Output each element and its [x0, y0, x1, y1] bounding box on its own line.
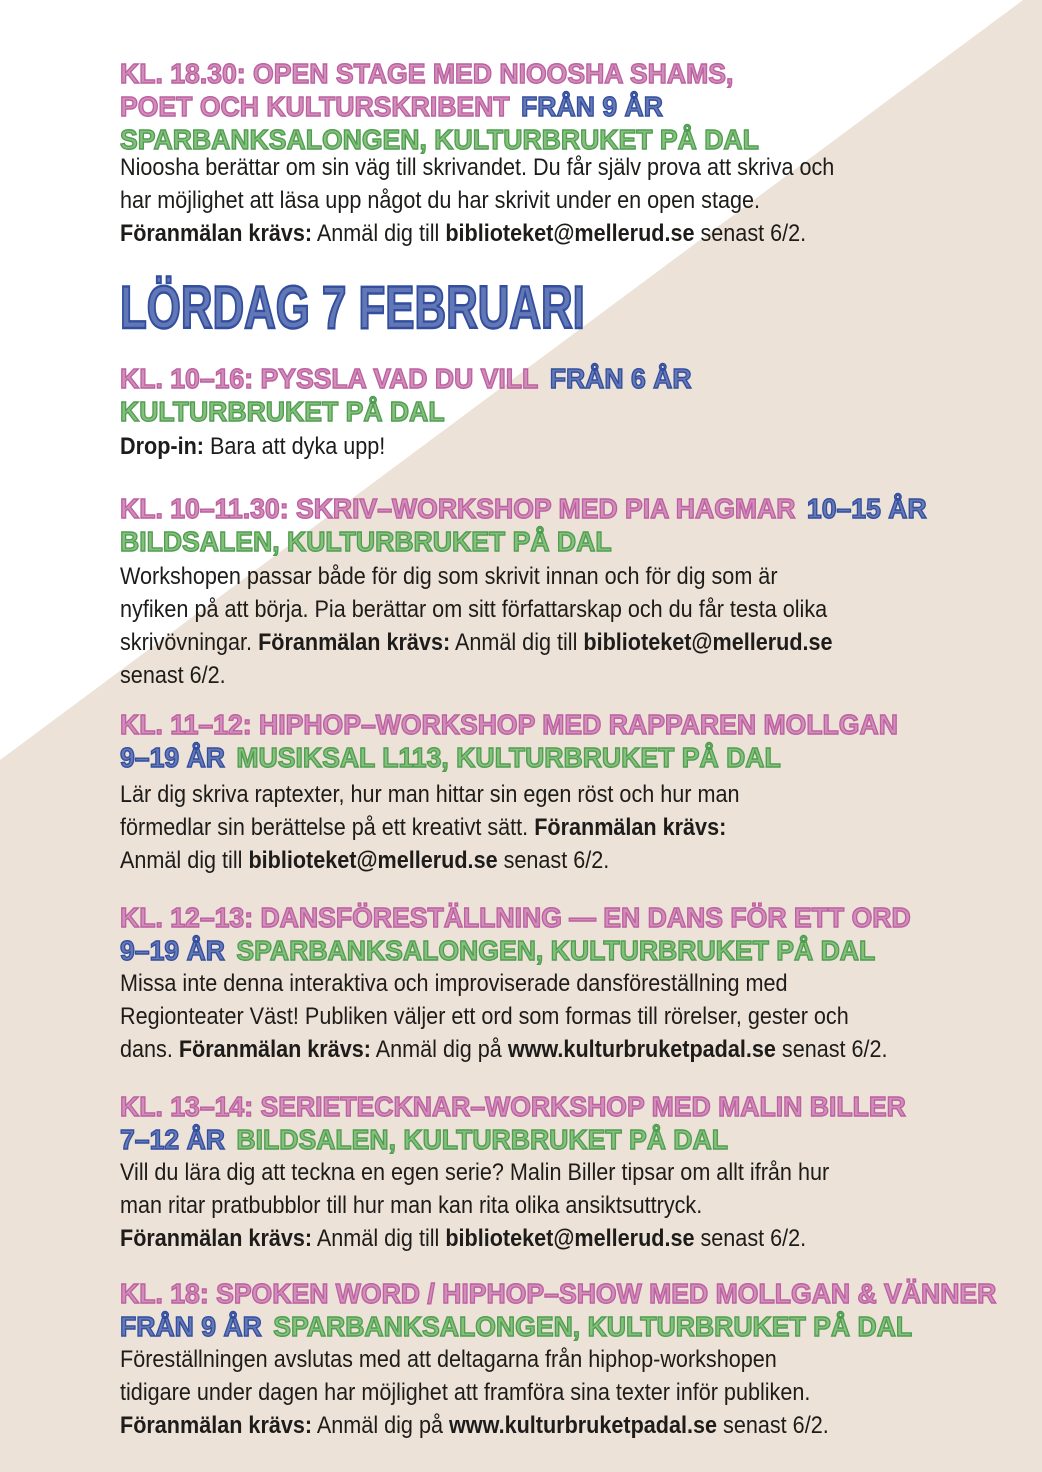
- event-description: [120, 560, 969, 692]
- description-text: Vill du lära dig att teckna en egen serie? Malin Biller tipsar om allt ifrån hur: [120, 1159, 830, 1186]
- day-heading-text: LÖRDAG 7 FEBRUARI: [120, 274, 585, 341]
- event-age-badge: 9–19 ÅR: [120, 935, 225, 966]
- description-text: senast 6/2.: [775, 1036, 888, 1063]
- event-venue-line: [120, 741, 939, 774]
- emphasis-text: Föranmälan krävs:: [120, 1225, 313, 1252]
- description-text: Anmäl dig till: [312, 1225, 446, 1252]
- event-venue-line: [120, 395, 722, 428]
- description-text: senast 6/2.: [717, 1412, 829, 1439]
- description-text: Anmäl dig på: [370, 1036, 508, 1063]
- event-section-spoken-word-show: [120, 1277, 1042, 1442]
- description-text: Nioosha berättar om sin väg till skrivandet. Du får själv prova att skriva och: [120, 154, 835, 181]
- event-title: KL. 10–16: PYSSLA VAD DU VILL: [120, 363, 539, 394]
- day-heading: [120, 274, 757, 341]
- event-title-line: [120, 492, 969, 525]
- event-venue: BILDSALEN, KULTURBRUKET PÅ DAL: [236, 1124, 728, 1155]
- event-description: [120, 967, 973, 1066]
- description-text: senast 6/2.: [694, 1225, 807, 1252]
- description-text: Missa inte denna interaktiva och improviserade dansföreställning med: [120, 970, 788, 997]
- description-text: senast 6/2.: [120, 662, 226, 689]
- event-title: KL. 11–12: HIPHOP–WORKSHOP MED RAPPAREN MOLLGAN: [120, 709, 898, 740]
- description-text: nyfiken på att börja. Pia berättar om sitt författarskap och du får testa olika: [120, 596, 828, 623]
- emphasis-text: Föranmälan krävs:: [258, 629, 451, 656]
- event-venue: SPARBANKSALONGEN, KULTURBRUKET PÅ DAL: [273, 1311, 913, 1342]
- event-age-badge: 9–19 ÅR: [120, 742, 225, 773]
- event-venue-line: [120, 525, 969, 558]
- emphasis-text: Föranmälan krävs:: [120, 220, 313, 247]
- event-venue: SPARBANKSALONGEN, KULTURBRUKET PÅ DAL: [120, 124, 759, 155]
- event-venue-line: [120, 1310, 1042, 1343]
- email-link[interactable]: biblioteket@mellerud.se: [583, 629, 833, 656]
- event-description: [120, 151, 914, 250]
- description-text: skrivövningar.: [120, 629, 259, 656]
- description-text: Anmäl dig till: [120, 847, 249, 874]
- description-text: Anmäl dig till: [450, 629, 584, 656]
- event-venue: KULTURBRUKET PÅ DAL: [120, 396, 445, 427]
- emphasis-text: Föranmälan krävs:: [534, 814, 727, 841]
- event-venue-line: [120, 1123, 947, 1156]
- event-age-badge: FRÅN 9 ÅR: [521, 91, 663, 122]
- event-section-serietecknar-workshop: [120, 1090, 947, 1255]
- event-age-badge: 7–12 ÅR: [120, 1124, 225, 1155]
- event-description: [120, 778, 939, 877]
- description-text: man ritar pratbubblor till hur man kan rita olika ansiktsuttryck.: [120, 1192, 703, 1219]
- event-title-line: [120, 708, 939, 741]
- event-title-cont: POET OCH KULTURSKRIBENT: [120, 91, 510, 122]
- event-title-line: [120, 1277, 1042, 1310]
- description-text: Lär dig skriva raptexter, hur man hittar sin egen röst och hur man: [120, 781, 740, 808]
- description-text: Anmäl dig på: [312, 1412, 449, 1439]
- event-age-badge: FRÅN 9 ÅR: [120, 1311, 262, 1342]
- event-title-line: [120, 1090, 947, 1123]
- emphasis-text: Föranmälan krävs:: [178, 1036, 371, 1063]
- email-link[interactable]: biblioteket@mellerud.se: [445, 1225, 695, 1252]
- description-text: senast 6/2.: [497, 847, 610, 874]
- url-link[interactable]: www.kulturbruketpadal.se: [507, 1036, 776, 1063]
- description-text: Bara att dyka upp!: [203, 433, 386, 460]
- event-title-line: [120, 362, 722, 395]
- event-age-badge: 10–15 ÅR: [806, 493, 927, 524]
- event-section-open-stage: [120, 57, 914, 250]
- event-title: KL. 18.30: OPEN STAGE MED NIOOSHA SHAMS,: [120, 58, 734, 89]
- description-text: Workshopen passar både för dig som skrivit innan och för dig som är: [120, 563, 778, 590]
- description-text: dans.: [120, 1036, 179, 1063]
- event-title: KL. 10–11.30: SKRIV–WORKSHOP MED PIA HAGMAR: [120, 493, 796, 524]
- description-text: senast 6/2.: [694, 220, 807, 247]
- description-text: tidigare under dagen har möjlighet att framföra sina texter inför publiken.: [120, 1379, 811, 1406]
- description-text: förmedlar sin berättelse på ett kreativt sätt.: [120, 814, 535, 841]
- event-title-line: [120, 901, 973, 934]
- event-description: [120, 1343, 1042, 1442]
- event-age-badge: FRÅN 6 ÅR: [549, 363, 692, 394]
- description-text: har möjlighet att läsa upp något du har skrivit under en open stage.: [120, 187, 761, 214]
- description-text: Anmäl dig till: [312, 220, 446, 247]
- email-link[interactable]: biblioteket@mellerud.se: [445, 220, 695, 247]
- description-text: Föreställningen avslutas med att deltagarna från hiphop-workshopen: [120, 1346, 777, 1373]
- event-section-hiphop-workshop: [120, 708, 939, 877]
- event-title-line: [120, 57, 914, 90]
- event-description: [120, 1156, 947, 1255]
- emphasis-text: Drop-in:: [120, 433, 204, 460]
- event-venue: SPARBANKSALONGEN, KULTURBRUKET PÅ DAL: [236, 935, 876, 966]
- event-title-line: [120, 90, 914, 123]
- event-description: [120, 430, 722, 463]
- event-title: KL. 12–13: DANSFÖRESTÄLLNING — EN DANS FÖR ETT ORD: [120, 902, 911, 933]
- event-venue-line: [120, 934, 973, 967]
- event-title: KL. 13–14: SERIETECKNAR–WORKSHOP MED MALIN BILLER: [120, 1091, 906, 1122]
- emphasis-text: Föranmälan krävs:: [120, 1412, 313, 1439]
- event-venue: MUSIKSAL L113, KULTURBRUKET PÅ DAL: [236, 742, 781, 773]
- url-link[interactable]: www.kulturbruketpadal.se: [448, 1412, 718, 1439]
- event-section-pyssla: [120, 362, 722, 463]
- email-link[interactable]: biblioteket@mellerud.se: [248, 847, 498, 874]
- event-section-skriv-workshop: [120, 492, 969, 692]
- description-text: Regionteater Väst! Publiken väljer ett ord som formas till rörelser, gester och: [120, 1003, 849, 1030]
- event-section-dansforestallning: [120, 901, 973, 1066]
- event-title: KL. 18: SPOKEN WORD / HIPHOP–SHOW MED MOLLGAN & VÄNNER: [120, 1278, 997, 1309]
- event-venue: BILDSALEN, KULTURBRUKET PÅ DAL: [120, 526, 612, 557]
